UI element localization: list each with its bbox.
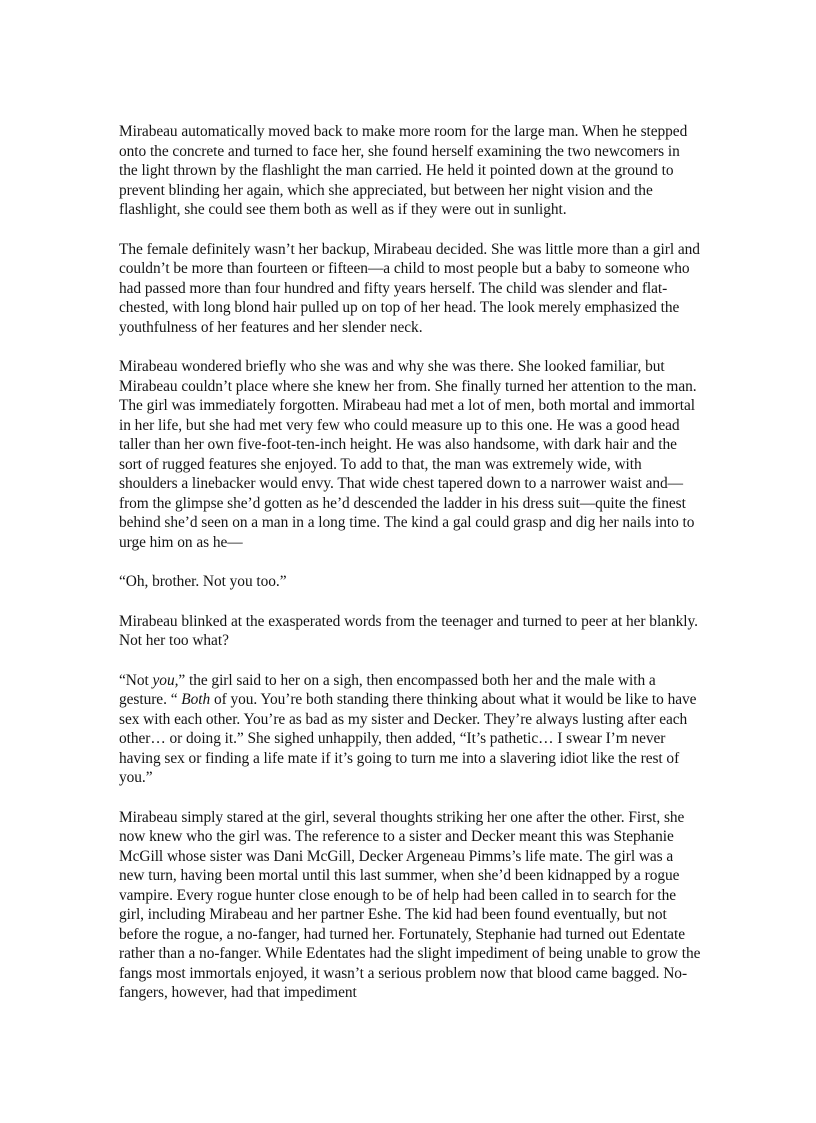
paragraph-text: of you. You’re both standing there thinking about what it would be like to have sex with each other. You’re as bad as my sister and Decker. They’re always lusting after each other… or doing it.” She sighed unhappily, then added, “It’s pathetic… I swear I’m never having sex or finding a life mate if it’s going to turn me into a slavering idiot like the rest of you.” <box>119 691 697 786</box>
paragraph-text: “Oh, brother. Not you too.” <box>119 573 287 590</box>
paragraph-1 <box>119 122 702 220</box>
paragraph-5 <box>119 612 702 651</box>
paragraph-3 <box>119 357 702 552</box>
paragraph-text: Mirabeau blinked at the exasperated words from the teenager and turned to peer at her blankly. Not her too what? <box>119 612 698 649</box>
paragraph-text: “Not <box>119 671 153 689</box>
paragraph-4 <box>119 572 702 592</box>
paragraph-text: ” the girl said to her on a sigh, then encompassed both her and the male with a gesture. “ <box>119 671 656 708</box>
paragraph-text: Mirabeau automatically moved back to make more room for the large man. When he stepped onto the concrete and turned to face her, she found herself examining the two newcomers in the light thrown by the flashlight the man carried. He held it pointed down at the ground to prevent blinding her again, which she appreciated, but between her night vision and the flashlight, she could see them both as well as if they were out in sunlight. <box>119 123 688 218</box>
emphasis-text: you, <box>152 671 179 689</box>
paragraph-text: The female definitely wasn’t her backup, Mirabeau decided. She was little more than a girl and couldn’t be more than fourteen or fifteen—a child to most people but a baby to someone who had passed more than four hundred and fifty years herself. The child was slender and flat-chested, with long blond hair pulled up on top of her head. The look merely emphasized the youthfulness of her features and her slender neck. <box>119 240 700 336</box>
paragraph-2 <box>119 240 702 338</box>
paragraph-6 <box>119 671 702 788</box>
paragraph-7 <box>119 808 702 1003</box>
paragraph-text: Mirabeau simply stared at the girl, several thoughts striking her one after the other. First, she now knew who the girl was. The reference to a sister and Decker meant this was Stephanie McGill whose sister was Dani McGill, Decker Argeneau Pimms’s life mate. The girl was a new turn, having been mortal until this last summer, when she’d been kidnapped by a rogue vampire. Every rogue hunter close enough to be of help had been called in to search for the girl, including Mirabeau and her partner Eshe. The kid had been found eventually, but not before the rogue, a no-fanger, had turned her. Fortunately, Stephanie had turned out Edentate rather than a no-fanger. While Edentates had the slight impediment of being unable to grow the fangs most immortals enjoyed, it wasn’t a serious problem now that blood came bagged. No-fangers, however, had that impediment <box>119 808 701 1001</box>
emphasis-text: Both <box>181 691 211 708</box>
paragraph-text: Mirabeau wondered briefly who she was and why she was there. She looked familiar, but Mirabeau couldn’t place where she knew her from. She finally turned her attention to the man. The girl was immediately forgotten. Mirabeau had met a lot of men, both mortal and immortal in her life, but she had met very few who could measure up to this one. He was a good head taller than her own five-foot-ten-inch height. He was also handsome, with dark hair and the sort of rugged features she enjoyed. To add to that, the man was extremely wide, with shoulders a linebacker would envy. That wide chest tapered down to a narrower waist and—from the glimpse she’d gotten as he’d descended the ladder in his dress suit—quite the finest behind she’d seen on a man in a long time. The kind a gal could grasp and dig her nails into to urge him on as he— <box>119 358 697 551</box>
document-page <box>119 122 702 1023</box>
